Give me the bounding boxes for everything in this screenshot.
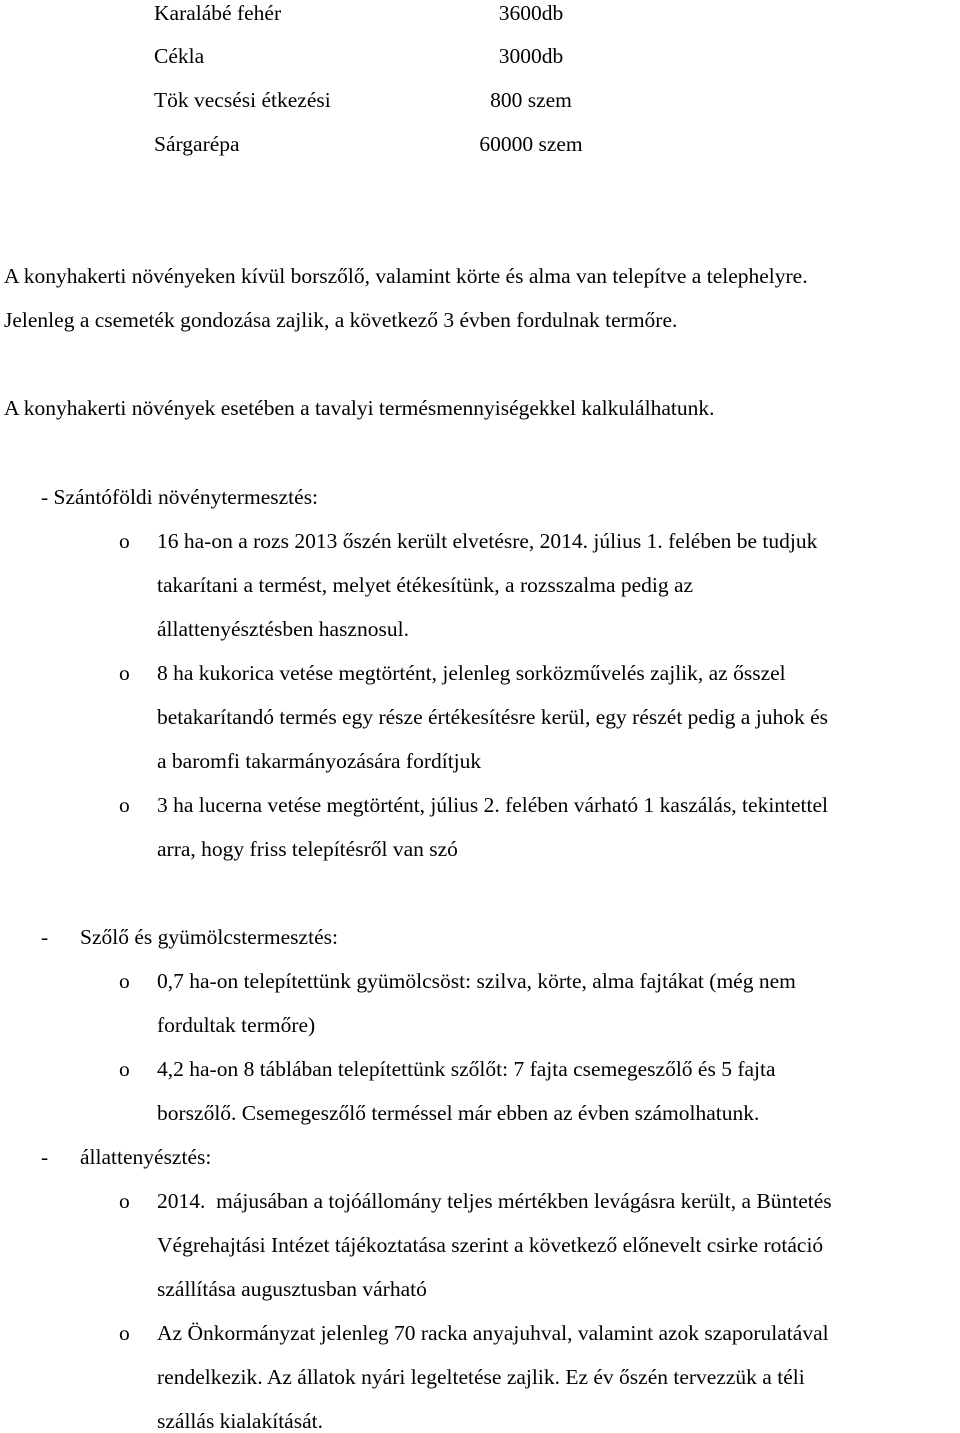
item-line: Az Önkormányzat jelenleg 70 racka anyajuhval, valamint azok szaporulatával	[157, 1321, 829, 1345]
item-line: állattenyésztésben hasznosul.	[157, 617, 409, 641]
section-heading: - Szántóföldi növénytermesztés:	[41, 485, 319, 509]
vegetable-quantity: 3600db	[498, 1, 564, 25]
item-line: Végrehajtási Intézet tájékoztatása szerint a következő előnevelt csirke rotáció	[157, 1233, 824, 1257]
bullet-marker: o	[119, 1321, 130, 1345]
bullet-marker: o	[119, 529, 130, 553]
vegetable-quantity: 3000db	[498, 44, 564, 68]
bullet-marker: o	[119, 1189, 130, 1213]
paragraph-line: A konyhakerti növényeken kívül borszőlő, valamint körte és alma van telepítve a telephelyre.	[4, 264, 808, 288]
item-line: a baromfi takarmányozására fordítjuk	[157, 749, 482, 773]
bullet-marker: o	[119, 1057, 130, 1081]
bullet-marker: o	[119, 969, 130, 993]
vegetable-name: Tök vecsési étkezési	[154, 88, 331, 112]
item-line: betakarítandó termés egy része értékesítésre kerül, egy részét pedig a juhok és	[157, 705, 828, 729]
item-line: borszőlő. Csemegeszőlő terméssel már ebben az évben számolhatunk.	[157, 1101, 760, 1125]
section-heading: Szőlő és gyümölcstermesztés:	[80, 925, 338, 949]
item-line: 4,2 ha-on 8 táblában telepítettünk szőlőt: 7 fajta csemegeszőlő és 5 fajta	[157, 1057, 776, 1081]
section-heading: állattenyésztés:	[80, 1145, 212, 1169]
item-line: szállás kialakítását.	[157, 1409, 323, 1433]
item-line: 2014. májusában a tojóállomány teljes mértékben levágásra került, a Büntetés	[157, 1189, 832, 1213]
vegetable-name: Cékla	[154, 44, 205, 68]
item-line: 16 ha-on a rozs 2013 őszén került elvetésre, 2014. július 1. felében be tudjuk	[157, 529, 818, 553]
paragraph-line: Jelenleg a csemeték gondozása zajlik, a következő 3 évben fordulnak termőre.	[4, 308, 678, 332]
bullet-marker: o	[119, 661, 130, 685]
vegetable-name: Sárgarépa	[154, 132, 240, 156]
vegetable-name: Karalábé fehér	[154, 1, 282, 25]
item-line: szállítása augusztusban várható	[157, 1277, 427, 1301]
vegetable-quantity: 60000 szem	[479, 132, 583, 156]
item-line: fordultak termőre)	[157, 1013, 316, 1037]
paragraph: A konyhakerti növények esetében a tavalyi termésmennyiségekkel kalkulálhatunk.	[4, 396, 715, 420]
bullet-marker: o	[119, 793, 130, 817]
item-line: 0,7 ha-on telepítettünk gyümölcsöst: szilva, körte, alma fajtákat (még nem	[157, 969, 796, 993]
dash-marker: -	[41, 925, 49, 949]
dash-marker: -	[41, 1145, 49, 1169]
item-line: arra, hogy friss telepítésről van szó	[157, 837, 458, 861]
item-line: rendelkezik. Az állatok nyári legeltetése zajlik. Ez év őszén tervezzük a téli	[157, 1365, 805, 1389]
item-line: takarítani a termést, melyet étékesítünk, a rozsszalma pedig az	[157, 573, 694, 597]
vegetable-quantity: 800 szem	[490, 88, 572, 112]
item-line: 3 ha lucerna vetése megtörtént, július 2. felében várható 1 kaszálás, tekintettel	[157, 793, 829, 817]
item-line: 8 ha kukorica vetése megtörtént, jelenleg sorközművelés zajlik, az ősszel	[157, 661, 786, 685]
